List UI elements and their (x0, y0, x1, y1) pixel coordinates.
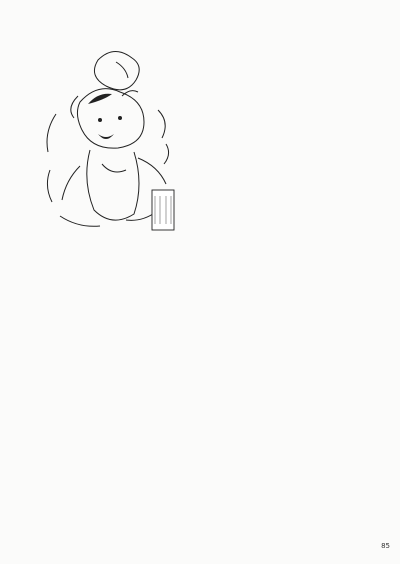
page-number: 85 (381, 542, 390, 550)
kappa-illustration (40, 40, 178, 240)
text-block-top-right (182, 40, 368, 202)
text-block-bottom-right (212, 366, 370, 536)
text-block-middle-left (40, 212, 194, 372)
text-block-bottom-left (40, 366, 206, 536)
text-block-middle-right (200, 212, 370, 352)
